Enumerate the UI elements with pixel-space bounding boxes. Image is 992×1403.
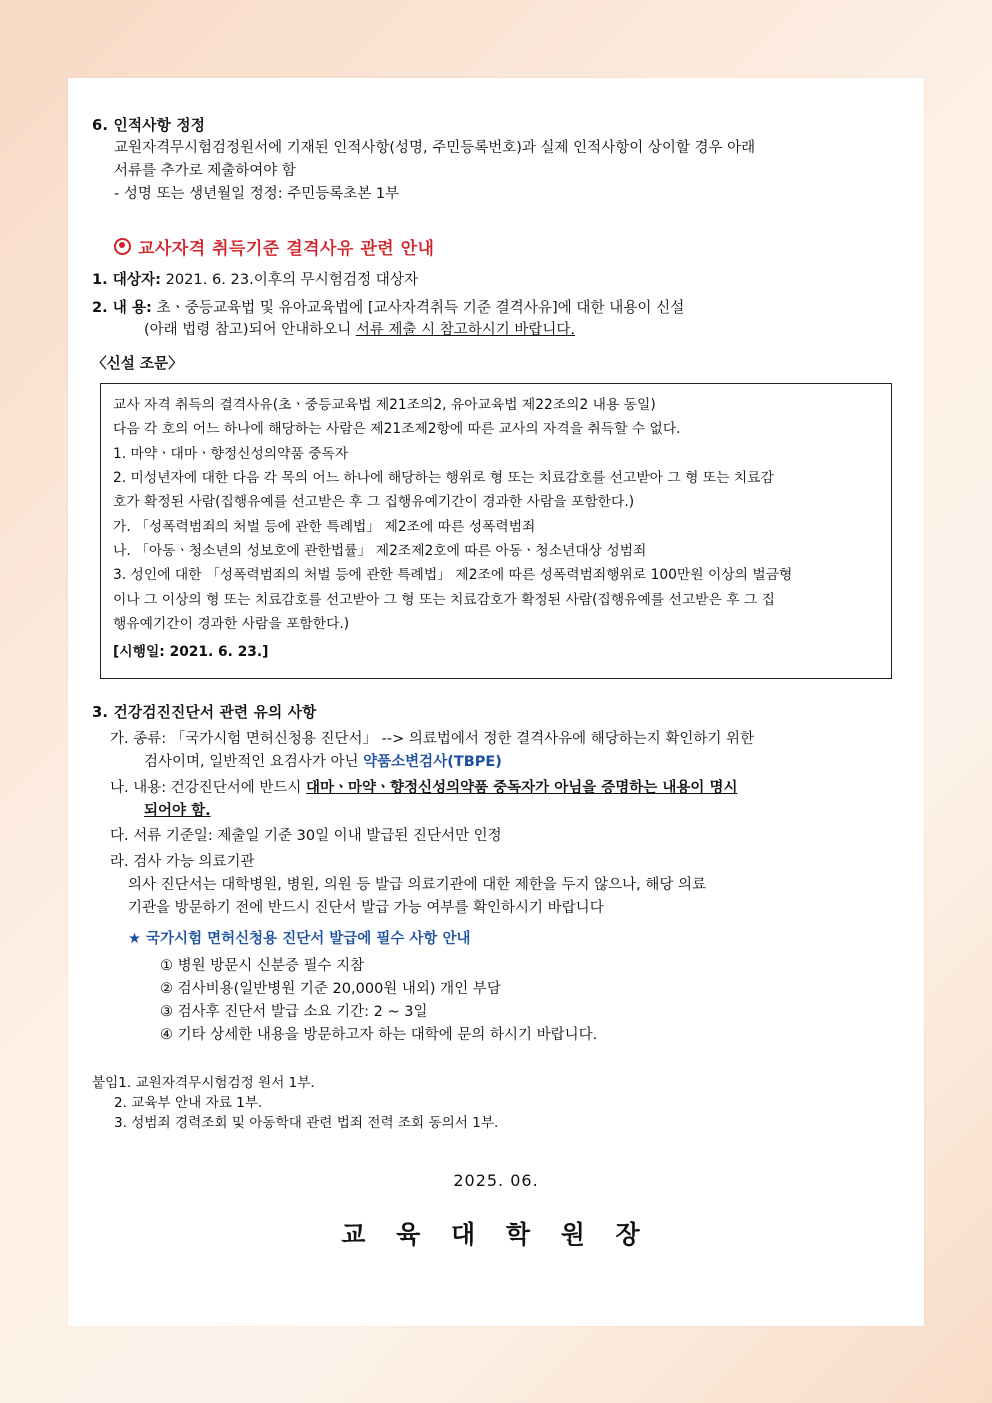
law-line-7: 나. 「아동ㆍ청소년의 성보호에 관한법률」 제2조제2호에 따른 아동ㆍ청소년대상 성범죄 — [113, 542, 647, 559]
law-line-1: 교사 자격 취득의 결격사유(초ㆍ중등교육법 제21조의2, 유아교육법 제22조의2 내용 동일) — [113, 396, 656, 413]
law-line-10: 행유예기간이 경과한 사람을 포함한다.) — [113, 615, 350, 632]
section-3-note-2: ② 검사비용(일반병원 기준 20,000원 내외) 개인 부담 — [160, 980, 501, 997]
section-3-item-d-sub-2: 기관을 방문하기 전에 반드시 진단서 발급 가능 여부를 확인하시기 바랍니다 — [128, 900, 604, 917]
notice-item-2-value: 초ㆍ중등교육법 및 유아교육법에 [교사자격취득 기준 결격사유]에 대한 내용이 신설 — [156, 298, 685, 316]
attachments — [92, 1073, 900, 1134]
section-3-item-b — [110, 777, 900, 800]
section-3-item-b-pre: 건강진단서에 반드시 — [170, 779, 307, 796]
notice-item-1-label: 1. 대상자: — [92, 270, 161, 288]
section-6 — [92, 114, 900, 206]
document-body — [92, 114, 900, 1255]
law-line-6: 가. 「성폭력범죄의 처벌 등에 관한 특례법」 제2조에 따른 성폭력범죄 — [113, 518, 536, 535]
law-line-9: 이나 그 이상의 형 또는 치료감호를 선고받아 그 형 또는 치료감호가 확정된 사람(집행유예를 선고받은 후 그 집 — [113, 591, 775, 608]
section-3-item-a-label: 가. 종류: — [110, 730, 167, 747]
notice-item-1 — [92, 268, 900, 291]
law-line-4: 2. 미성년자에 대한 다음 각 목의 어느 하나에 해당하는 행위로 형 또는 치료감호를 선고받아 그 형 또는 치료감 — [113, 469, 774, 486]
notice-item-2-label: 2. 내 용: — [92, 298, 152, 316]
section-3-item-a-line-1: 「국가시험 면허신청용 진단서」 --> 의료법에서 정한 결격사유에 해당하는지 확인하기 위한 — [170, 730, 755, 747]
section-3-item-c: 다. 서류 기준일: 제출일 기준 30일 이내 발급된 진단서만 인정 — [110, 828, 502, 845]
section-3-item-a-line-2-pre: 검사이며, 일반적인 요검사가 아닌 — [144, 753, 364, 770]
attachment-2: 2. 교육부 안내 자료 1부. — [114, 1095, 263, 1112]
section-3-item-d: 라. 검사 가능 의료기관 — [110, 854, 255, 871]
section-3-note-3: ③ 검사후 진단서 발급 소요 기간: 2 ~ 3일 — [160, 1003, 428, 1020]
notice-item-1-value: 2021. 6. 23.이후의 무시험검정 대상자 — [165, 270, 419, 288]
law-text-box — [100, 383, 892, 679]
section-6-line-1: 교원자격무시험검정원서에 기재된 인적사항(성명, 주민등록번호)과 실제 인적사항이 상이할 경우 아래 — [114, 140, 756, 157]
law-line-2: 다음 각 호의 어느 하나에 해당하는 사람은 제21조제2항에 따른 교사의 자격을 취득할 수 없다. — [113, 421, 681, 438]
section-3-item-b-line-2: 되어야 함. — [144, 802, 211, 819]
attachment-1: 붙임1. 교원자격무시험검정 원서 1부. — [92, 1074, 315, 1091]
issuing-organization: 교 육 대 학 원 장 — [341, 1220, 651, 1250]
section-3-item-d-sub-1: 의사 진단서는 대학병원, 병원, 의원 등 발급 의료기관에 대한 제한을 두지 않으나, 해당 의료 — [128, 877, 706, 894]
law-section-title: 〈신설 조문〉 — [92, 354, 183, 372]
section-6-line-2: 서류를 추가로 제출하여야 함 — [114, 163, 296, 180]
law-effective-date: [시행일: 2021. 6. 23.] — [113, 644, 269, 661]
notice-item-2 — [92, 296, 900, 319]
circle-bullet-icon — [114, 238, 131, 255]
section-6-line-3: - 성명 또는 생년월일 정정: 주민등록초본 1부 — [114, 186, 400, 203]
section-3-heading: 3. 건강검진진단서 관련 유의 사항 — [92, 703, 317, 721]
section-3-note-1: ① 병원 방문시 신분증 필수 지참 — [160, 958, 365, 974]
section-3 — [92, 701, 900, 1047]
section-3-item-a-highlight: 약품소변검사(TBPE) — [363, 753, 502, 770]
section-3-note-4: ④ 기타 상세한 내용을 방문하고자 하는 대학에 문의 하시기 바랍니다. — [160, 1026, 598, 1043]
notice-item-2-line-2-pre: (아래 법령 참고)되어 안내하오니 — [144, 321, 356, 338]
attachment-3: 3. 성범죄 경력조회 및 아동학대 관련 법죄 전력 조회 동의서 1부. — [114, 1115, 499, 1132]
document-date: 2025. 06. — [453, 1170, 539, 1190]
document-page — [68, 78, 924, 1326]
notice-item-2-line-2 — [144, 319, 900, 342]
section-3-item-b-label: 나. 내용: — [110, 779, 167, 796]
law-line-8: 3. 성인에 대한 「성폭력범죄의 처벌 등에 관한 특례법」 제2조에 따른 성폭력범죄행위로 100만원 이상의 벌금형 — [113, 567, 793, 584]
section-3-item-a — [110, 728, 900, 751]
section-6-heading: 6. 인적사항 정정 — [92, 117, 206, 134]
notice-heading-text: 교사자격 취득기준 결격사유 관련 안내 — [138, 238, 435, 259]
notice-item-2-line-2-underlined: 서류 제출 시 참고하시기 바랍니다. — [355, 321, 575, 338]
notice-heading — [114, 236, 900, 263]
section-3-star-note: ★ 국가시험 면허신청용 진단서 발급에 필수 사항 안내 — [128, 931, 471, 948]
law-line-3: 1. 마약ㆍ대마ㆍ향정신성의약품 중독자 — [113, 445, 349, 462]
law-line-5: 호가 확정된 사람(집행유예를 선고받은 후 그 집행유예기간이 경과한 사람을 포함한다.) — [113, 494, 635, 511]
section-3-item-b-underlined: 대마ㆍ마약ㆍ향정신성의약품 중독자가 아님을 증명하는 내용이 명시 — [306, 779, 738, 796]
section-3-item-a-line-2 — [144, 751, 900, 774]
